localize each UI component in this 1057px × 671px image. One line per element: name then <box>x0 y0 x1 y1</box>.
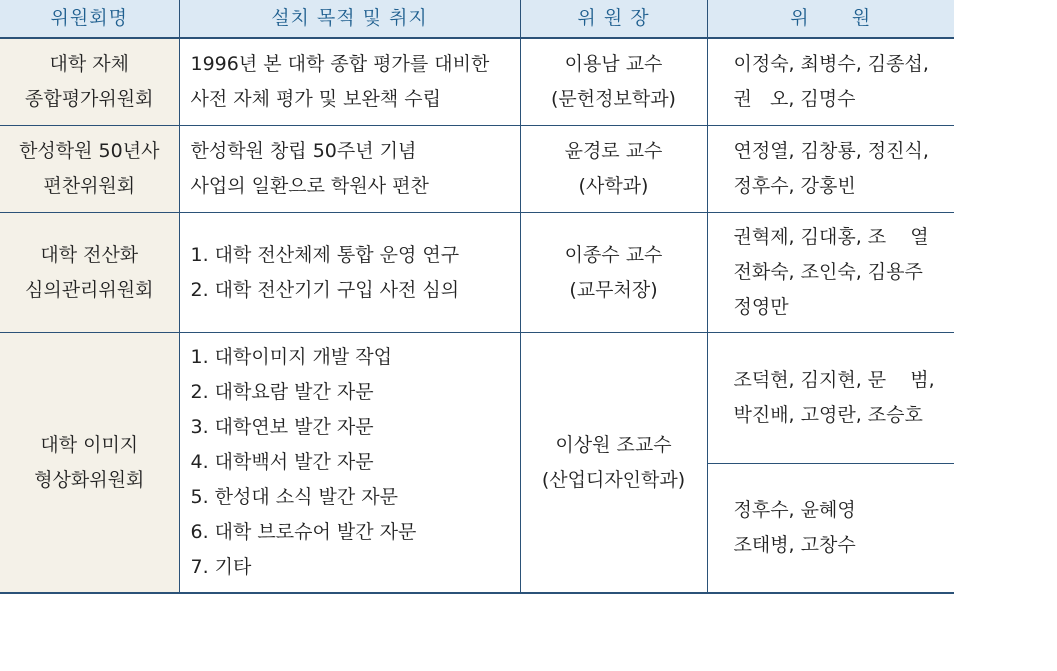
chair-name: 이종수 교수 <box>564 243 663 266</box>
chair-name: 이용남 교수 <box>564 53 663 75</box>
chair-cell <box>520 38 707 126</box>
header-row <box>0 0 954 38</box>
purpose-line: 2. 대학요람 발간 자문 <box>190 381 374 403</box>
committee-name-cell <box>0 38 179 126</box>
purpose-line: 1996년 본 대학 종합 평가를 대비한 <box>190 53 490 75</box>
committee-name-line: 한성학원 50년사 <box>19 140 160 162</box>
header-chair: 위 원 장 <box>520 0 707 38</box>
committee-name-line: 대학 이미지 <box>40 433 139 456</box>
members-line: 정영만 <box>733 296 789 318</box>
table-row <box>0 38 954 126</box>
purpose-line: 1. 대학 전산체제 통합 운영 연구 <box>190 243 460 266</box>
purpose-line: 3. 대학연보 발간 자문 <box>190 416 374 438</box>
members-line: 권 오, 김명수 <box>733 88 856 110</box>
members-cell <box>707 213 954 333</box>
purpose-cell <box>179 333 520 594</box>
chair-cell <box>520 126 707 213</box>
members-line: 전화숙, 조인숙, 김용주 <box>733 261 923 283</box>
members-line: 연정열, 김창룡, 정진식, <box>733 140 929 162</box>
chair-department: (산업디자인학과) <box>541 468 686 491</box>
members-line: 정후수, 강홍빈 <box>733 175 856 197</box>
chair-cell <box>520 213 707 333</box>
committee-name-line: 종합평가위원회 <box>25 88 154 110</box>
committee-name-cell <box>0 213 179 333</box>
table-row <box>0 213 954 333</box>
purpose-cell <box>179 126 520 213</box>
table-row <box>0 333 954 464</box>
members-line: 박진배, 고영란, 조승호 <box>733 404 923 426</box>
purpose-line: 한성학원 창립 50주년 기념 <box>190 140 417 162</box>
purpose-line: 2. 대학 전산기기 구입 사전 심의 <box>190 278 460 301</box>
chair-name: 이상원 조교수 <box>555 433 672 456</box>
members-cell <box>707 333 954 464</box>
committee-name-line: 형상화위원회 <box>34 468 145 491</box>
committee-name-cell <box>0 333 179 594</box>
members-cell <box>707 464 954 594</box>
members-line: 이정숙, 최병수, 김종섭, <box>733 53 929 75</box>
committee-name-line: 대학 자체 <box>49 53 129 75</box>
chair-department: (문헌정보학과) <box>551 88 676 110</box>
members-cell <box>707 38 954 126</box>
purpose-line: 5. 한성대 소식 발간 자문 <box>190 486 398 508</box>
committee-name-line: 대학 전산화 <box>40 243 139 266</box>
members-line: 권혁제, 김대홍, 조 열 <box>733 226 929 248</box>
header-committee-name: 위원회명 <box>0 0 179 38</box>
purpose-line: 사전 자체 평가 및 보완책 수립 <box>190 88 441 110</box>
purpose-line: 사업의 일환으로 학원사 편찬 <box>190 175 429 197</box>
members-line: 조덕현, 김지현, 문 범, <box>733 369 935 391</box>
committee-name-cell <box>0 126 179 213</box>
header-members: 위 원 <box>707 0 954 38</box>
chair-cell <box>520 333 707 594</box>
purpose-line: 7. 기타 <box>190 556 252 578</box>
chair-department: (교무처장) <box>569 278 658 301</box>
purpose-cell <box>179 38 520 126</box>
chair-name: 윤경로 교수 <box>564 140 663 162</box>
members-line: 정후수, 윤혜영 <box>733 499 856 521</box>
members-cell <box>707 126 954 213</box>
header-purpose: 설치 목적 및 취지 <box>179 0 520 38</box>
purpose-line: 6. 대학 브로슈어 발간 자문 <box>190 521 417 543</box>
chair-department: (사학과) <box>578 175 649 197</box>
committee-name-line: 편찬위원회 <box>43 175 136 197</box>
purpose-line: 1. 대학이미지 개발 작업 <box>190 346 392 368</box>
table-row <box>0 126 954 213</box>
members-line: 조태병, 고창수 <box>733 534 856 556</box>
committee-name-line: 심의관리위원회 <box>25 278 154 301</box>
purpose-line: 4. 대학백서 발간 자문 <box>190 451 374 473</box>
purpose-cell <box>179 213 520 333</box>
